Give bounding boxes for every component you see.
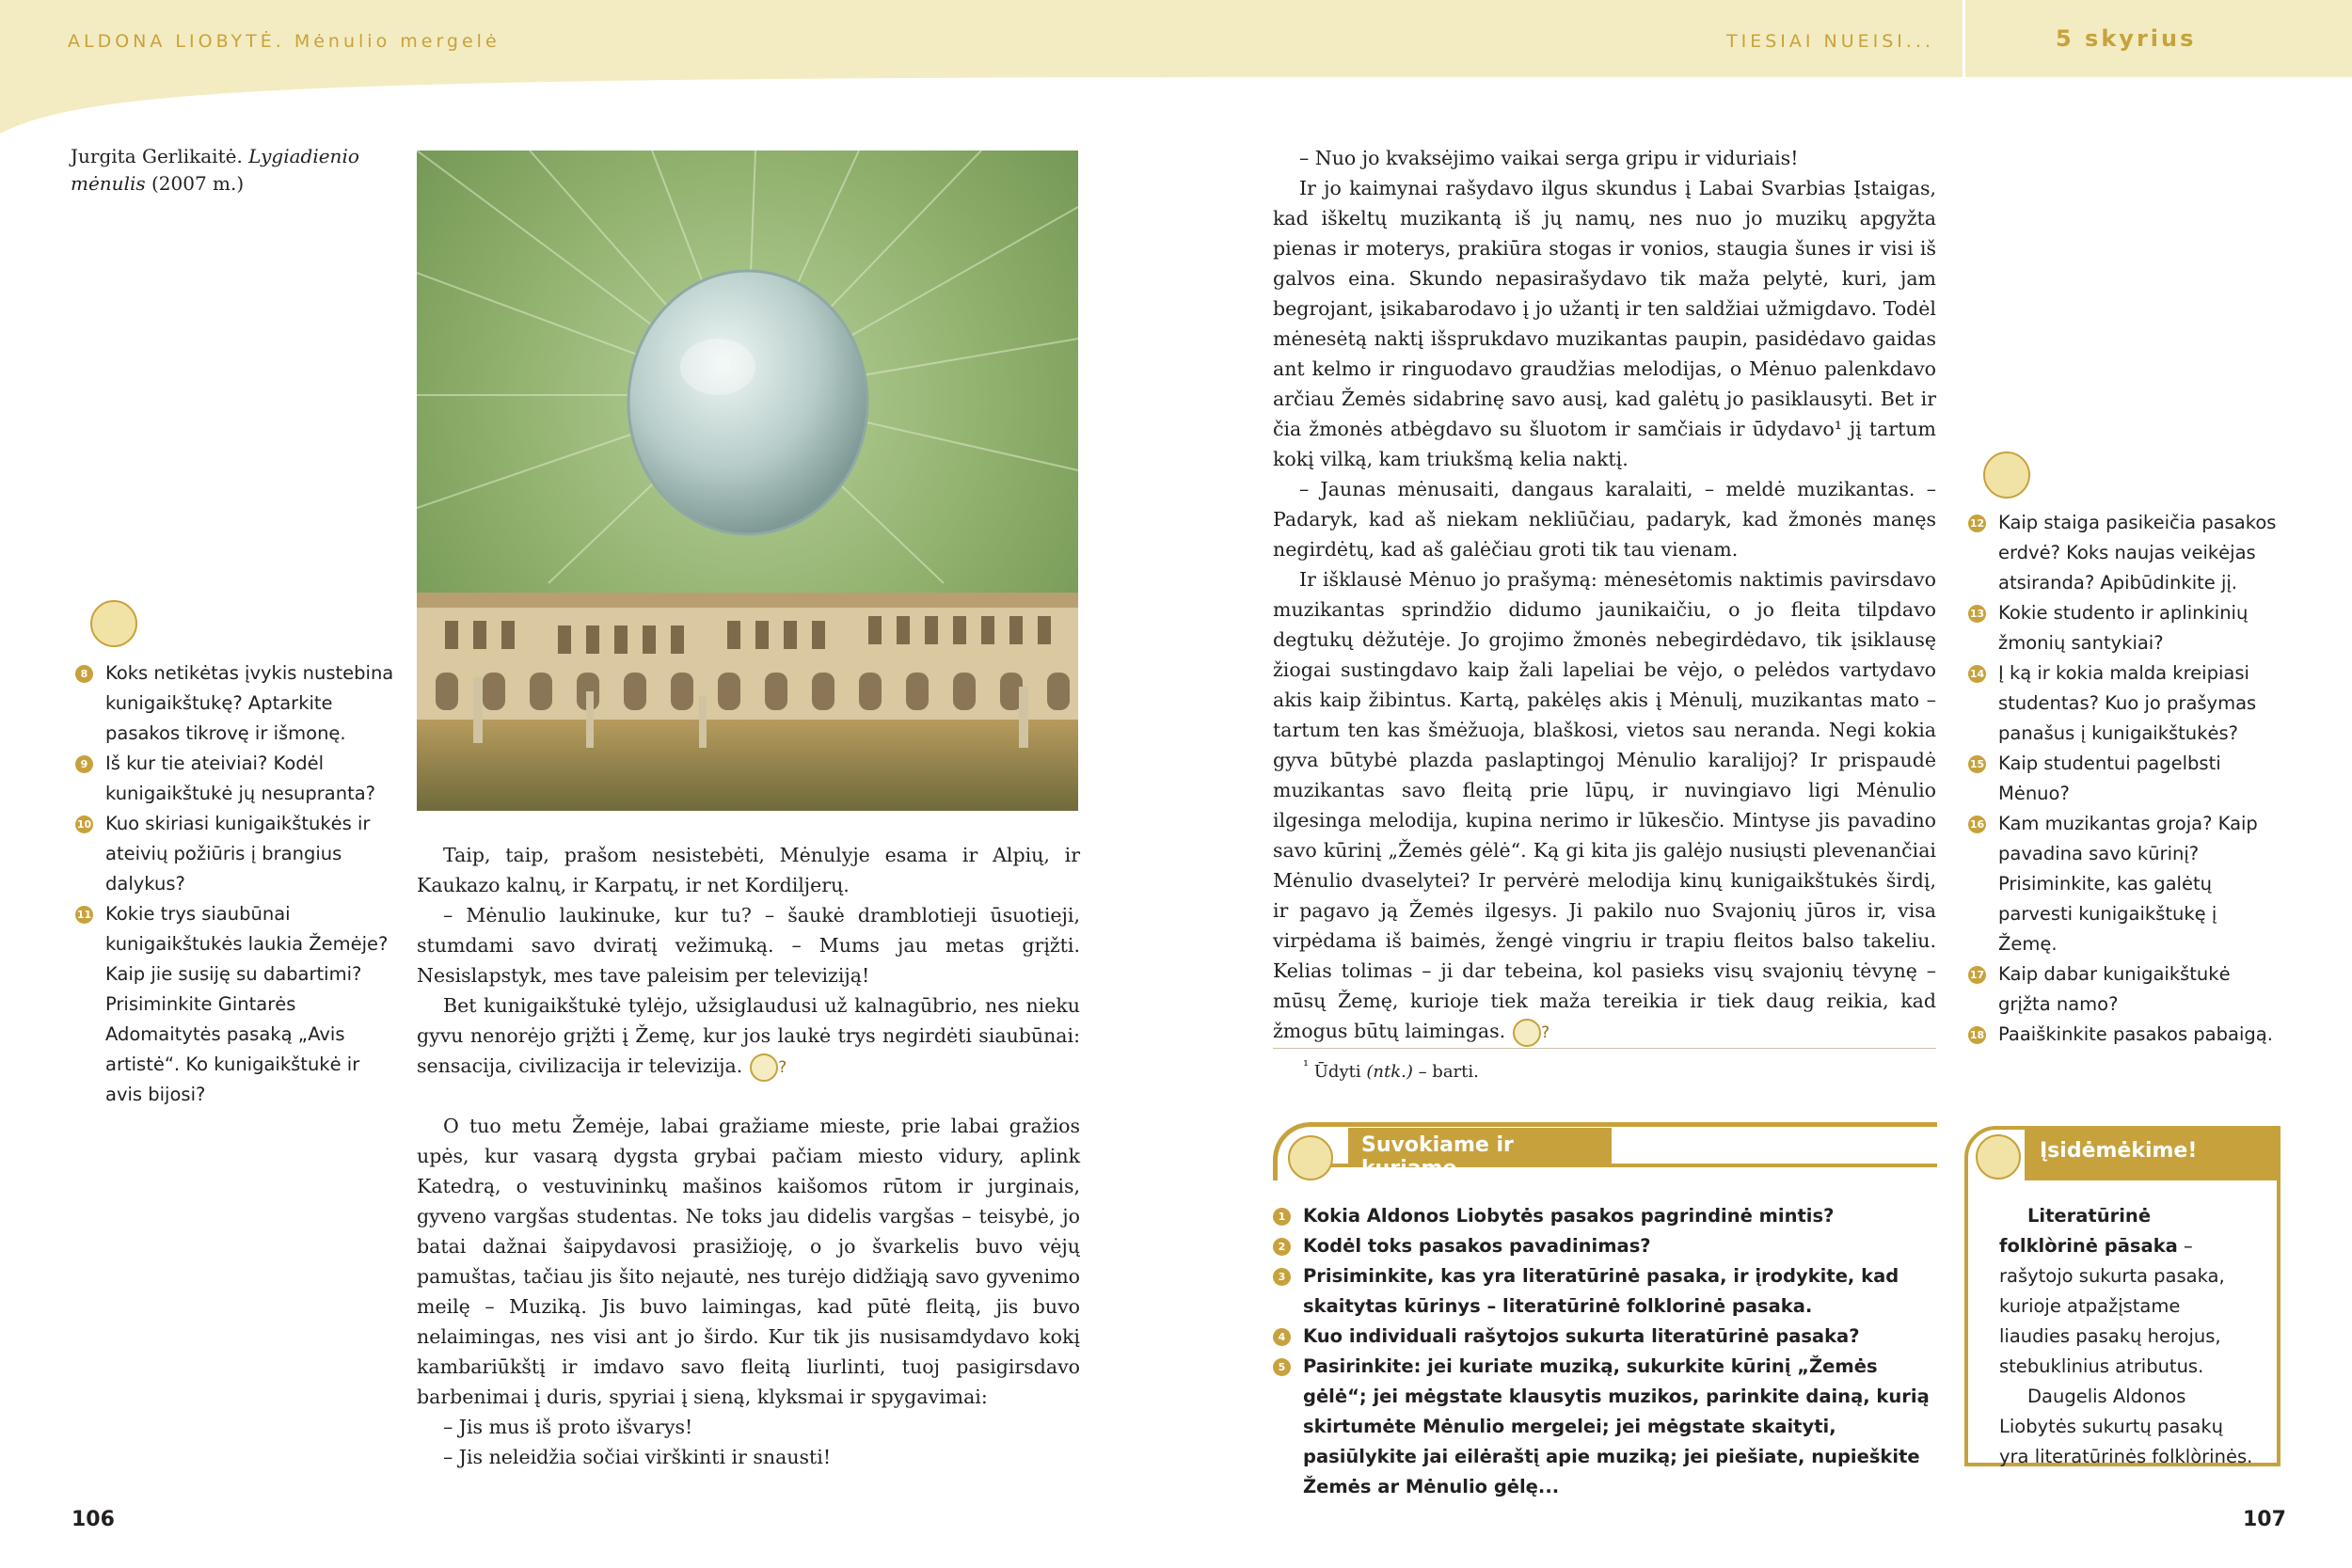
task-text: Kodėl toks pasakos pavadinimas? [1303,1235,1651,1257]
question-text: Kaip dabar kunigaikštukė grįžta namo? [1998,963,2231,1015]
question-number: 18 [1968,1026,1986,1044]
question-item [1968,809,2279,959]
caption-year: (2007 m.) [151,172,245,195]
questions-right [1968,508,2279,1050]
paragraph: – Mėnulio laukinuke, kur tu? – šaukė dramblotieji ūsuotieji, stumdami savo dviratį vežimuką. – Mums jau metas grįžti. Nesislapstyk, mes tave paleisim per televiziją! [417,904,1080,987]
isidemekime-definition: – rašytojo sukurta pasaka, kurioje atpažįstame liaudies pasakų herojus, stebuklinius atributus. [1999,1235,2225,1377]
question-item [1968,1020,2279,1050]
image-caption [71,143,390,198]
questions-left [75,658,395,1110]
paragraph: – Jis neleidžia sočiai virškinti ir snausti! [443,1446,832,1468]
question-number: 9 [75,755,93,773]
question-number: 17 [1968,966,1986,984]
story-text-part2 [417,1111,1080,1472]
paragraph [1273,564,1936,1047]
suvokiame-header [1273,1122,1937,1180]
running-head-section: TIESIAI NUEISI... [1726,31,1935,52]
question-item [75,658,395,749]
paragraph: O tuo metu Žemėje, labai gražiame mieste, prie labai gražios upės, kur vasarą dygsta grybai pačiam miesto vidury, aplink Katedrą, o vestuvininkų mašinos kaišomos rūtom ir jurginais, gyveno vargšas studentas. Ne toks jau didelis vargšas – teisybė, jo batai dažnai šaipydavosi prasižioję, o jo švarkelis buvo vėjų pamuštas, tačiau jis šito nejautė, nes turėjo didžiąją savo gyvenimo meilę – Muziką. Jis buvo laimingas, kad pūtė fleitą, jis buvo nelaimingas, nes visi ant jo širdo. Kur tik jis nusisamdydavo kokį kambariūkštį ir imdavo savo fleitą liurlinti, tuoj pasigirsdavo barbenimai į duris, spyriai į sieną, klyksmai ir spygavimai: [417,1115,1080,1408]
running-head-left: ALDONA LIOBYTĖ. Mėnulio mergelė [68,31,501,52]
question-number: 12 [1968,515,1986,532]
question-mark-icon: ? [750,1053,778,1082]
question-number: 10 [75,816,93,833]
question-number: 13 [1968,605,1986,623]
paragraph: Taip, taip, prašom nesistebėti, Mėnulyje esama ir Alpių, ir Kaukazo kalnų, ir Karpatų, ir net Kordiljerų. [417,844,1080,896]
suvokiame-gear-icon [1288,1135,1333,1180]
paragraph: – Jaunas mėnusaiti, dangaus karalaiti, – meldė muzikantas. – Padaryk, kad aš niekam nekliūčiau, padaryk, kad žmonės manęs negirdėtų, kad aš galėčiau groti tik tau vienam. [1273,478,1936,561]
question-number: 14 [1968,665,1986,683]
paragraph-text: Ir išklausė Mėnuo jo prašymą: mėnesėtomis naktimis pavirsdavo muzikantas sprindžio didumo jaunikaičiu, o jo fleita tilpdavo degtukų dėžutėje. Jo grojimo žmonės nebegirdėdavo, tik įsiklausę žiogai sustingdavo kaip žali lapeliai be vėjo, o pelėdos vartydavo akis kaip žibintus. Kartą, pakėlęs akis į Mėnulį, muzikantas mato – tartum ten kas šmėžuoja, blaškosi, vietos sau neranda. Negi kokia gyva būtybė plazda paslaptingoj Mėnulio karalijoj? Ir prispaudė muzikantas savo fleitą prie lūpų, ir nuvingiavo ligi Mėnulio ilgesinga melodija, kupina nerimo ir lūkesčio. Mintyse jis pavadino savo kūrinį „Žemės gėlė“. Ką gi kita jis galėjo nusiųsti plevenančiai Mėnulio dvaselytei? Ir pervėrė melodija kinų kunigaikštukės širdį, ir pagavo ją Žemės ilgesys. Ji pakilo nuo Svajonių jūros ir, visa virpėdama iš baimės, žengė vingriu ir trapiu fleitos balso takeliu. Kelias tolimas – ji dar tebeina, kol pasieks visų svajonių tėvynę – mūsų Žemę, kurioje tiek maža tereikia ir tiek daug reikia, kad žmogus būtų laimingas. [1273,568,1936,1042]
task-text: Pasirinkite: jei kuriate muziką, sukurkite kūrinį „Žemės gėlė“; jei mėgstate klausytis muzikos, parinkite dainą, kurią skirtumėte Mėnulio mergelei; jei mėgstate skaityti, pasiūlykite jai eilėraštį apie muziką; jei piešiate, nupieškite Žemės ar Mėnulio gėlę... [1303,1355,1930,1497]
question-item [75,809,395,899]
question-item [1968,508,2279,598]
paragraph: Ir jo kaimynai rašydavo ilgus skundus į Labai Svarbias Įstaigas, kad iškeltų muzikantą iš jų namų, nes nuo jo muzikų apgyžta pienas ir moterys, prakiūra stogas ir vonios, staugia šunes ir visi iš galvos eina. Skundo nepasirašydavo tik maža pelytė, kuri, jam begrojant, įsikabarodavo į jo užantį ir ten saldžiai užmigdavo. Todėl mėnesėtą naktį išsprukdavo muzikantas paupin, pasidėdavo gaidas ant kelmo ir ringuodavo graudžias melodijas, o Mėnuo palenkdavo arčiau Žemės sidabrinę savo ausį, kad galėtų jo pasiklausyti. Bet ir čia žmonės atbėgdavo su šluotom ir samčiais ir ūdydavo¹ jį tartum kokį vilką, kam triukšmą kelia naktį. [1273,177,1936,470]
story-text-part3 [1273,143,1936,1047]
isidemekime-term: Literatūrinė folklòrinė pāsaka [1999,1205,2178,1257]
header-separator [1963,0,1965,77]
question-text: Iš kur tie ateiviai? Kodėl kunigaikštukė jų nesupranta? [105,752,376,804]
task-item [1273,1231,1936,1261]
task-item [1273,1352,1936,1502]
task-number: 2 [1273,1238,1291,1256]
question-text: Kuo skiriasi kunigaikštukės ir ateivių požiūris į brangius dalykus? [105,813,371,895]
question-text: Paaiškinkite pasakos pabaigą. [1998,1023,2273,1045]
task-item [1273,1261,1936,1322]
paragraph [417,990,1080,1082]
question-number: 11 [75,906,93,924]
question-item [1968,959,2279,1020]
illustration [417,150,1078,811]
question-text: Kaip staiga pasikeičia pasakos erdvė? Koks naujas veikėjas atsiranda? Apibūdinkite jį. [1998,512,2277,594]
task-item [1273,1201,1936,1231]
isidemekime-definition-block [1999,1201,2253,1382]
footnote-abbr: (ntk.) [1366,1062,1413,1082]
question-text: Kokie studento ir aplinkinių žmonių santykiai? [1998,602,2249,654]
paragraph: – Nuo jo kvaksėjimo vaikai serga gripu ir viduriais! [1299,147,1799,169]
moon-painting [417,150,1078,811]
caption-title: Lygiadienio mėnulis [71,145,359,195]
question-number: 15 [1968,755,1986,773]
task-number: 3 [1273,1268,1291,1286]
question-number: 8 [75,665,93,683]
footnote [1303,1053,1479,1085]
isidemekime-note: Daugelis Aldonos Liobytės sukurtų pasakų yra literatūrinės folklòrinės. [1999,1386,2253,1467]
question-item [75,899,395,1110]
question-mark-icon: ? [1513,1019,1541,1047]
task-text: Prisiminkite, kas yra literatūrinė pasaka, ir įrodykite, kad skaitytas kūrinys – literatūrinė folklorinė pasaka. [1303,1265,1899,1317]
paragraph-text: Bet kunigaikštukė tylėjo, užsiglaudusi už kalnagūbrio, nes nieku gyvu nenorėjo grįžti į Žemę, kur jos laukė trys negirdėti siaubūnai: sensacija, civilizacija ir televizija. [417,994,1080,1077]
header-curve [0,56,1317,141]
question-globe-icon [90,600,137,647]
task-text: Kuo individuali rašytojos sukurta literatūrinė pasaka? [1303,1325,1860,1347]
question-text: Kaip studentui pagelbsti Mėnuo? [1998,752,2221,804]
question-item [1968,658,2279,749]
chapter-label: 5 skyrius [2056,25,2197,52]
task-number: 1 [1273,1208,1291,1226]
paragraph: – Jis mus iš proto išvarys! [443,1416,693,1438]
story-text-part1 [417,840,1080,1082]
suvokiame-title: Suvokiame ir kuriame [1348,1128,1612,1164]
question-text: Koks netikėtas įvykis nustebina kunigaikštukę? Aptarkite pasakos tikrovę ir išmonę. [105,662,394,744]
question-item [75,749,395,809]
question-number: 16 [1968,816,1986,833]
task-item [1273,1322,1936,1352]
task-number: 5 [1273,1358,1291,1376]
footnote-marker: ¹ [1303,1057,1310,1074]
isidemekime-content [1999,1201,2253,1472]
caption-author: Jurgita Gerlikaitė. [71,145,243,167]
suvokiame-list [1273,1201,1936,1502]
task-text: Kokia Aldonos Liobytės pasakos pagrindinė mintis? [1303,1205,1835,1227]
question-item [1968,598,2279,658]
footnote-word: Ūdyti [1313,1062,1361,1082]
footnote-meaning: – barti. [1418,1062,1479,1082]
page-number-left: 106 [72,1508,115,1531]
page-number-right: 107 [2243,1508,2286,1531]
question-text: Į ką ir kokia malda kreipiasi studentas? Kuo jo prašymas panašus į kunigaikštukės? [1998,662,2257,744]
isidemekime-face-icon [1976,1134,2021,1180]
task-number: 4 [1273,1328,1291,1346]
question-text: Kam muzikantas groja? Kaip pavadina savo kūrinį? Prisiminkite, kas galėtų parvesti kunigaikštukę į Žemę. [1998,813,2258,955]
question-text: Kokie trys siaubūnai kunigaikštukės laukia Žemėje? Kaip jie susiję su dabartimi? Prisiminkite Gintarės Adomaitytės pasaką „Avis artistė“. Ko kunigaikštukė ir avis bijosi? [105,903,389,1105]
footnote-rule [1273,1048,1936,1049]
question-globe-icon [1983,451,2030,499]
isidemekime-title: Įsidėmėkime! [2025,1126,2280,1180]
question-item [1968,749,2279,809]
